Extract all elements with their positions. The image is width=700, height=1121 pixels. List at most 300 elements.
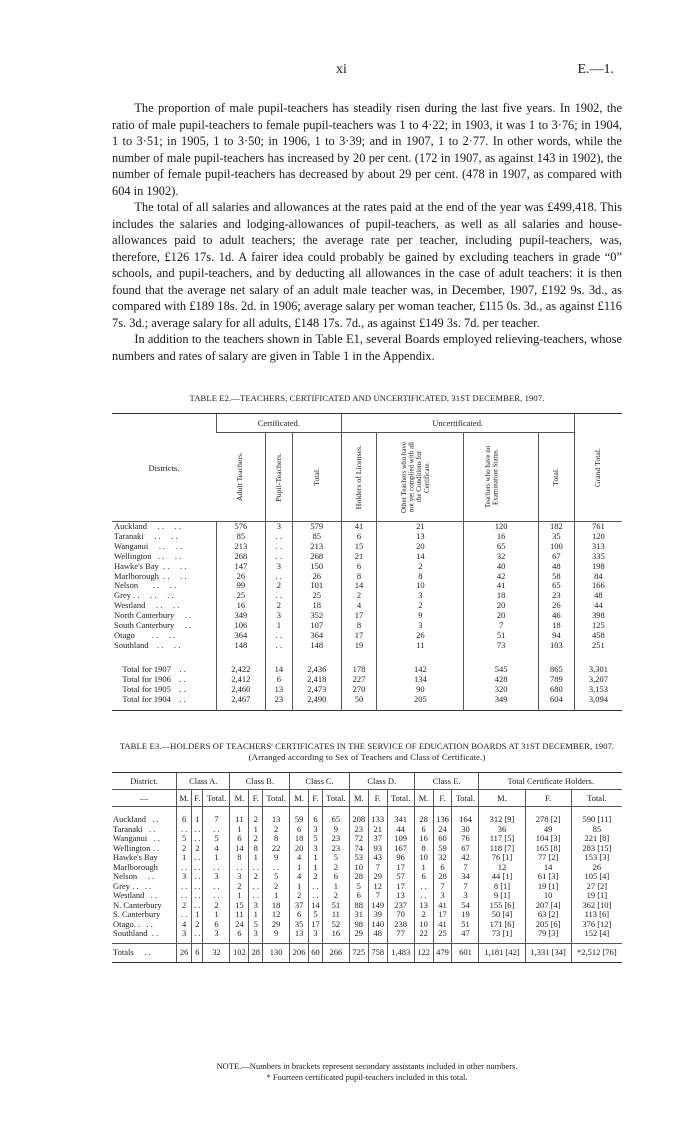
table-cell: 16 xyxy=(217,601,266,611)
table-row xyxy=(112,641,622,651)
totals-row xyxy=(112,943,622,962)
col-adult-teachers: Adult Teachers. xyxy=(217,433,266,522)
table-cell: 60 xyxy=(309,943,323,962)
table-cell: 103 xyxy=(538,641,574,651)
table-cell: 6 xyxy=(203,920,230,930)
table-cell: . . xyxy=(192,834,203,844)
table-cell: 20 xyxy=(377,542,464,552)
table-cell: 12 xyxy=(479,863,525,873)
district-name: Nelson . . . . xyxy=(114,580,177,591)
table-cell: 3 xyxy=(249,901,263,911)
district-name: Grey . . . . . . xyxy=(114,590,174,601)
table-cell: 205 [6] xyxy=(525,920,571,930)
table-cell: 44 xyxy=(387,825,414,835)
table-cell: 148 xyxy=(217,641,266,651)
table-cell: 3,301 xyxy=(574,665,622,675)
table-cell: 44 xyxy=(574,601,622,611)
table-cell: 90 xyxy=(377,685,464,695)
table-cell: 758 xyxy=(368,943,387,962)
table-cell: 16 xyxy=(322,929,349,939)
table-cell: 2 xyxy=(249,872,263,882)
district-name: North Canterbury . . xyxy=(114,610,192,621)
table-cell: 3 xyxy=(452,891,479,901)
col-district: District. xyxy=(112,773,177,790)
table-e2 xyxy=(112,413,622,711)
table-cell: 17 xyxy=(341,631,377,641)
table-cell: 30 xyxy=(452,825,479,835)
table-cell: 3 xyxy=(309,844,323,854)
district-name: Marlborough . . . . xyxy=(114,570,187,581)
table-cell: . . xyxy=(309,882,323,892)
table-cell: 2,422 xyxy=(217,665,266,675)
table-cell: 3 xyxy=(203,872,230,882)
table-cell: 109 xyxy=(387,834,414,844)
table-cell: 136 xyxy=(433,815,452,825)
table-cell: 18 xyxy=(292,601,341,611)
table-cell: 9 xyxy=(322,825,349,835)
table-cell: 2,418 xyxy=(292,675,341,685)
table-cell: 18 xyxy=(464,591,539,601)
district-name: Southland . . . . xyxy=(114,639,181,650)
table-cell: 26 xyxy=(538,601,574,611)
table-cell: 7 xyxy=(433,882,452,892)
table-cell: 51 xyxy=(322,901,349,911)
sub-header: F. xyxy=(368,790,387,807)
table-cell: 155 [6] xyxy=(479,901,525,911)
table-cell: 9 xyxy=(377,611,464,621)
table-cell: . . xyxy=(177,863,192,873)
table-cell: 2 xyxy=(322,863,349,873)
table-cell: 1 xyxy=(177,853,192,863)
table-cell: . . xyxy=(309,891,323,901)
table-cell: 54 xyxy=(452,901,479,911)
table-cell: 57 xyxy=(387,872,414,882)
table-cell: 77 [2] xyxy=(525,853,571,863)
table-cell: 3 xyxy=(433,891,452,901)
table-cell: 13 xyxy=(265,685,292,695)
table-row xyxy=(112,562,622,572)
table-cell: 165 [8] xyxy=(525,844,571,854)
paragraph-salaries: The total of all salaries and allowances at the rates paid at the end of the year was £499,418. This includes the salaries and lodging-allowances of pupil-teachers, as well as all salaries and house-allowances paid to adult teachers; the average rate per teacher, including pupil-teachers, was, therefore, £126 17s. 1d. A fairer idea could probably be gained by excluding teachers in grade “0” schools, and pupil-teachers, and by deducting all allowances in the case of adult teachers: it is then found that the average net salary of an adult male teacher was, in December, 1907, £192 9s. 3d., as compared with £189 18s. 2d. in 1906; average salary per woman teacher, £115 0s. 3d., as against £116 7s. 3d.; average salary for all adults, £148 17s. 7d., as against £149 3s. 7d. per teacher. xyxy=(112,200,622,330)
table-cell: 9 xyxy=(263,929,290,939)
table-cell: 34 xyxy=(452,872,479,882)
table-cell: 576 xyxy=(217,522,266,532)
table-cell: 47 xyxy=(452,929,479,939)
table-cell: 680 xyxy=(538,685,574,695)
table-row xyxy=(112,581,622,591)
table-cell: 51 xyxy=(464,631,539,641)
table-cell: 2,436 xyxy=(292,665,341,675)
table-cell: 8 xyxy=(377,572,464,582)
table-cell: 93 xyxy=(368,844,387,854)
table-cell: 26 xyxy=(217,572,266,582)
table-cell: 21 xyxy=(368,825,387,835)
table-cell: 48 xyxy=(368,929,387,939)
table-cell: 6 xyxy=(341,562,377,572)
table-cell: 2 xyxy=(322,891,349,901)
table-cell: 25 xyxy=(433,929,452,939)
table-cell: 32 xyxy=(464,552,539,562)
table-cell: 6 xyxy=(265,675,292,685)
table-cell: 166 xyxy=(574,581,622,591)
table-cell: 28 xyxy=(249,943,263,962)
table-cell: 25 xyxy=(292,591,341,601)
table-cell: 238 xyxy=(387,920,414,930)
table-cell: 50 [4] xyxy=(479,910,525,920)
table-cell: 24 xyxy=(230,920,249,930)
group-class-a: Class A. xyxy=(177,773,230,790)
table-cell: 164 xyxy=(452,815,479,825)
district-name: Otago . . . . xyxy=(114,629,176,640)
table-cell: 28 xyxy=(349,872,368,882)
table-cell: 148 xyxy=(292,641,341,651)
table-cell: 152 [4] xyxy=(571,929,622,939)
table-cell: . . xyxy=(265,641,292,651)
table-cell: 579 xyxy=(292,522,341,532)
table-cell: 6 xyxy=(290,910,309,920)
table-cell: 1 xyxy=(309,853,323,863)
table-cell: 61 [3] xyxy=(525,872,571,882)
table-cell: 8 xyxy=(263,834,290,844)
table-cell: 10 xyxy=(414,853,433,863)
table-cell: 94 xyxy=(538,631,574,641)
table-cell: 2,412 xyxy=(217,675,266,685)
table-cell: 376 [12] xyxy=(571,920,622,930)
table-cell: . . xyxy=(263,863,290,873)
table-cell: 312 [9] xyxy=(479,815,525,825)
table-cell: 5 xyxy=(263,872,290,882)
table-cell: 8 xyxy=(341,572,377,582)
table-cell: 32 xyxy=(203,943,230,962)
table-cell: 3 xyxy=(230,872,249,882)
district-name: Nelson . . xyxy=(113,871,155,881)
table-cell: 268 xyxy=(292,552,341,562)
table-cell: 2 xyxy=(230,882,249,892)
table-cell: 5 xyxy=(349,882,368,892)
table-cell: 335 xyxy=(574,552,622,562)
table-cell: 65 xyxy=(322,815,349,825)
table-cell: 1 xyxy=(192,910,203,920)
table-cell: 23 xyxy=(349,825,368,835)
table-cell: 99 xyxy=(217,581,266,591)
table-cell: 9 xyxy=(263,853,290,863)
table-cell: 1,331 [34] xyxy=(525,943,571,962)
district-name: Wellington . . xyxy=(113,842,160,853)
table-cell: 134 xyxy=(377,675,464,685)
table-cell: 283 [15] xyxy=(571,844,622,854)
table-cell: 63 [2] xyxy=(525,910,571,920)
table-cell: 35 xyxy=(290,920,309,930)
table-cell: 3 xyxy=(377,591,464,601)
table-cell: 3 xyxy=(377,621,464,631)
table-cell: 122 xyxy=(414,943,433,962)
district-name: Otago. . . . xyxy=(113,918,153,929)
table-cell: 10 xyxy=(525,891,571,901)
table-cell: 14 xyxy=(377,552,464,562)
table-cell: 13 xyxy=(290,929,309,939)
table-cell: 84 xyxy=(574,572,622,582)
page-number: xi xyxy=(336,62,347,77)
table-row xyxy=(112,542,622,552)
district-name: Wellington . . . . xyxy=(114,550,182,561)
sub-header: M. xyxy=(349,790,368,807)
col-other-teachers: Other Teachers who have not yet complied with all the Conditions for Certificate. xyxy=(377,433,464,522)
table-cell: 8 xyxy=(249,844,263,854)
group-total-certificate-holders: Total Certificate Holders. xyxy=(479,773,622,790)
table-cell: 6 xyxy=(349,891,368,901)
table-row xyxy=(112,522,622,532)
sub-header: M. xyxy=(479,790,525,807)
district-name: Auckland . . xyxy=(113,814,159,824)
table-cell: 22 xyxy=(263,844,290,854)
district-name: N. Canterbury xyxy=(113,899,162,910)
table-cell: 6 xyxy=(414,872,433,882)
district-name: Southland . . xyxy=(113,928,159,938)
table-cell: 48 xyxy=(538,562,574,572)
table-cell: 1 xyxy=(290,863,309,873)
sub-header: Total. xyxy=(571,790,622,807)
table-cell: 7 xyxy=(368,891,387,901)
table-cell: 39 xyxy=(368,910,387,920)
table-cell: 25 xyxy=(217,591,266,601)
table-cell: 13 xyxy=(387,891,414,901)
table-cell: 37 xyxy=(368,834,387,844)
table-cell: 49 xyxy=(525,825,571,835)
totals-label: Total for 1904 . . xyxy=(114,693,186,704)
table-cell: 349 xyxy=(217,611,266,621)
col-pupil-teachers: Pupil-Teachers. xyxy=(265,433,292,522)
table-cell: 1 xyxy=(249,853,263,863)
table-cell: 2 xyxy=(377,601,464,611)
note-pupil-teachers: * Fourteen certificated pupil-teachers included in this total. xyxy=(266,1072,468,1082)
table-cell: 72 xyxy=(349,834,368,844)
table-cell: 2 xyxy=(177,844,192,854)
table-cell: 167 xyxy=(387,844,414,854)
table-cell: 22 xyxy=(414,929,433,939)
table-cell: 8 [1] xyxy=(479,882,525,892)
table-cell: 2 xyxy=(265,581,292,591)
table-cell: . . xyxy=(249,891,263,901)
district-name: Hawke's Bay xyxy=(113,852,158,862)
table-cell: 23 xyxy=(322,844,349,854)
table-cell: 40 xyxy=(464,562,539,572)
totals-label: Total for 1905 . . xyxy=(114,683,186,694)
table-row xyxy=(112,591,622,601)
district-name: S. Canterbury xyxy=(113,909,161,919)
table-cell: 28 xyxy=(433,872,452,882)
table-row xyxy=(112,572,622,582)
totals-label: Total for 1907 . . xyxy=(114,663,186,674)
table-cell: 73 xyxy=(464,641,539,651)
table-cell: 104 [3] xyxy=(525,834,571,844)
sub-header: F. xyxy=(249,790,263,807)
table-cell: 13 xyxy=(414,901,433,911)
page-header xyxy=(0,62,700,82)
table-cell: 16 xyxy=(414,834,433,844)
table-cell: 149 xyxy=(368,901,387,911)
table-cell: 26 xyxy=(292,572,341,582)
table-cell: . . xyxy=(192,929,203,939)
sub-header: M. xyxy=(177,790,192,807)
table-cell: 6 xyxy=(230,834,249,844)
table-cell: 142 xyxy=(377,665,464,675)
table-cell: 1 xyxy=(203,853,230,863)
table-cell: 10 xyxy=(349,863,368,873)
table-cell: 29 xyxy=(368,872,387,882)
table-cell: 6 xyxy=(414,825,433,835)
table-cell: 3 xyxy=(265,562,292,572)
table-cell: 17 xyxy=(387,882,414,892)
table-cell: . . xyxy=(203,863,230,873)
totals-row xyxy=(112,675,622,685)
table-cell: 133 xyxy=(368,815,387,825)
table-cell: 4 xyxy=(290,853,309,863)
table-cell: 13 xyxy=(263,815,290,825)
table-cell: 2 xyxy=(377,562,464,572)
group-class-e: Class E. xyxy=(414,773,479,790)
table-cell: 3 xyxy=(203,929,230,939)
table-cell: 28 xyxy=(414,815,433,825)
table-cell: 1 xyxy=(309,863,323,873)
table-cell: 125 xyxy=(574,621,622,631)
table-cell: . . xyxy=(192,891,203,901)
table-cell: 4 xyxy=(341,601,377,611)
table-cell: 20 xyxy=(464,601,539,611)
table-cell: 1 xyxy=(203,910,230,920)
table-cell: 27 [2] xyxy=(571,882,622,892)
table-cell: 1 xyxy=(322,882,349,892)
totals-row xyxy=(112,665,622,675)
table-cell: 428 xyxy=(464,675,539,685)
table-cell: 237 xyxy=(387,901,414,911)
table-cell: 85 xyxy=(292,532,341,542)
table-cell: 5 xyxy=(309,910,323,920)
table-cell: 3 xyxy=(265,522,292,532)
table-cell: 17 xyxy=(309,920,323,930)
table-cell: 60 xyxy=(433,834,452,844)
table-cell: 26 xyxy=(377,631,464,641)
table-cell: 2 xyxy=(192,844,203,854)
table-cell: 70 xyxy=(387,910,414,920)
table-cell: 2 xyxy=(265,601,292,611)
table-cell: 2 xyxy=(263,882,290,892)
table-cell: 32 xyxy=(433,853,452,863)
table-cell: 100 xyxy=(538,542,574,552)
district-name: Taranaki . . . . xyxy=(114,530,178,541)
table-cell: 198 xyxy=(574,562,622,572)
table-cell: 313 xyxy=(574,542,622,552)
table-cell: 227 xyxy=(341,675,377,685)
table-cell: . . xyxy=(203,882,230,892)
table-cell: 106 xyxy=(217,621,266,631)
district-name: Westland . . xyxy=(113,890,158,900)
table-cell: 35 xyxy=(538,532,574,542)
totals-row xyxy=(112,695,622,705)
table-cell: 2 xyxy=(192,920,203,930)
table-cell: 14 xyxy=(525,863,571,873)
table-cell: 9 [1] xyxy=(479,891,525,901)
table-cell: 6 xyxy=(290,825,309,835)
table-cell: 3,207 xyxy=(574,675,622,685)
table-cell: 3 xyxy=(309,929,323,939)
table-cell: 53 xyxy=(349,853,368,863)
table-cell: 341 xyxy=(387,815,414,825)
table-row xyxy=(112,631,622,641)
table-cell: 20 xyxy=(464,611,539,621)
table-cell: . . xyxy=(265,572,292,582)
table-cell: 17 xyxy=(387,863,414,873)
table-cell: . . xyxy=(265,542,292,552)
table-cell: 43 xyxy=(368,853,387,863)
table-cell: 2 xyxy=(341,591,377,601)
table-row xyxy=(112,621,622,631)
table-cell: 12 xyxy=(263,910,290,920)
sub-header: Total. xyxy=(322,790,349,807)
table-cell: 6 xyxy=(341,532,377,542)
table-cell: 21 xyxy=(377,522,464,532)
table-row xyxy=(112,552,622,562)
table-cell: 74 xyxy=(349,844,368,854)
table-cell: . . xyxy=(265,631,292,641)
table-cell: 7 xyxy=(368,863,387,873)
table-cell: 21 xyxy=(341,552,377,562)
table-cell: 8 xyxy=(341,621,377,631)
table-cell: 15 xyxy=(341,542,377,552)
table-cell: 1 xyxy=(249,825,263,835)
table-cell: 6 xyxy=(192,943,203,962)
table-cell: . . xyxy=(177,825,192,835)
paragraph-pupil-teachers: The proportion of male pupil-teachers has steadily risen during the last five years. In 1902, the ratio of male pupil-teachers to female pupil-teachers was 1 to 4·22; in 1903, it was 1 to 3·76; in 1904, 1 to 3·51; in 1905, 1 to 3·50; in 1906, 1 to 3·39; and in 1907, 1 to 2·77. In other words, while the number of male pupil-teachers has increased by 20 per cent. (172 in 1907, as against 143 in 1902), the number of female pupil-teachers has decreased by about 29 per cent. (478 in 1907, as compared with 604 in 1902). xyxy=(112,101,622,198)
table-cell: 20 xyxy=(290,844,309,854)
table-cell: . . xyxy=(249,882,263,892)
table-cell: 2 xyxy=(414,910,433,920)
table-cell: 458 xyxy=(574,631,622,641)
table-cell: 5 xyxy=(309,834,323,844)
table-cell: . . xyxy=(265,532,292,542)
table-cell: 2 xyxy=(203,901,230,911)
table-cell: . . xyxy=(203,825,230,835)
table-cell: 107 xyxy=(292,621,341,631)
table-cell: 24 xyxy=(433,825,452,835)
table-cell: 5 xyxy=(203,834,230,844)
table-cell: 73 [1] xyxy=(479,929,525,939)
table-cell: 3 xyxy=(249,929,263,939)
table-cell: 1 xyxy=(192,815,203,825)
body-text xyxy=(112,100,622,364)
sub-header: Total. xyxy=(452,790,479,807)
table-cell: 19 xyxy=(341,641,377,651)
table-cell: 11 xyxy=(230,910,249,920)
totals-label: Total for 1906 . . xyxy=(114,673,186,684)
table-e2-title: TABLE E2.—TEACHERS, CERTIFICATED AND UNCERTIFICATED, 31ST DECEMBER, 1907. xyxy=(189,393,545,403)
table-cell: 349 xyxy=(464,695,539,705)
table-cell: 3,094 xyxy=(574,695,622,705)
table-cell: 37 xyxy=(290,901,309,911)
district-name: Hawke's Bay . . . . xyxy=(114,560,187,571)
col-no-examination-status: Teachers who have no Examination Status. xyxy=(464,433,539,522)
table-e3-notes xyxy=(112,1061,622,1083)
district-name: Wanganui . . . . xyxy=(114,540,183,551)
table-cell: 2 xyxy=(309,872,323,882)
table-cell: 213 xyxy=(292,542,341,552)
table-cell: 76 [1] xyxy=(479,853,525,863)
table-cell: 266 xyxy=(322,943,349,962)
table-cell: . . xyxy=(414,882,433,892)
table-cell: 1 xyxy=(230,825,249,835)
district-name: Grey . . . . xyxy=(113,880,152,891)
table-cell: 3,153 xyxy=(574,685,622,695)
table-cell: 29 xyxy=(263,920,290,930)
